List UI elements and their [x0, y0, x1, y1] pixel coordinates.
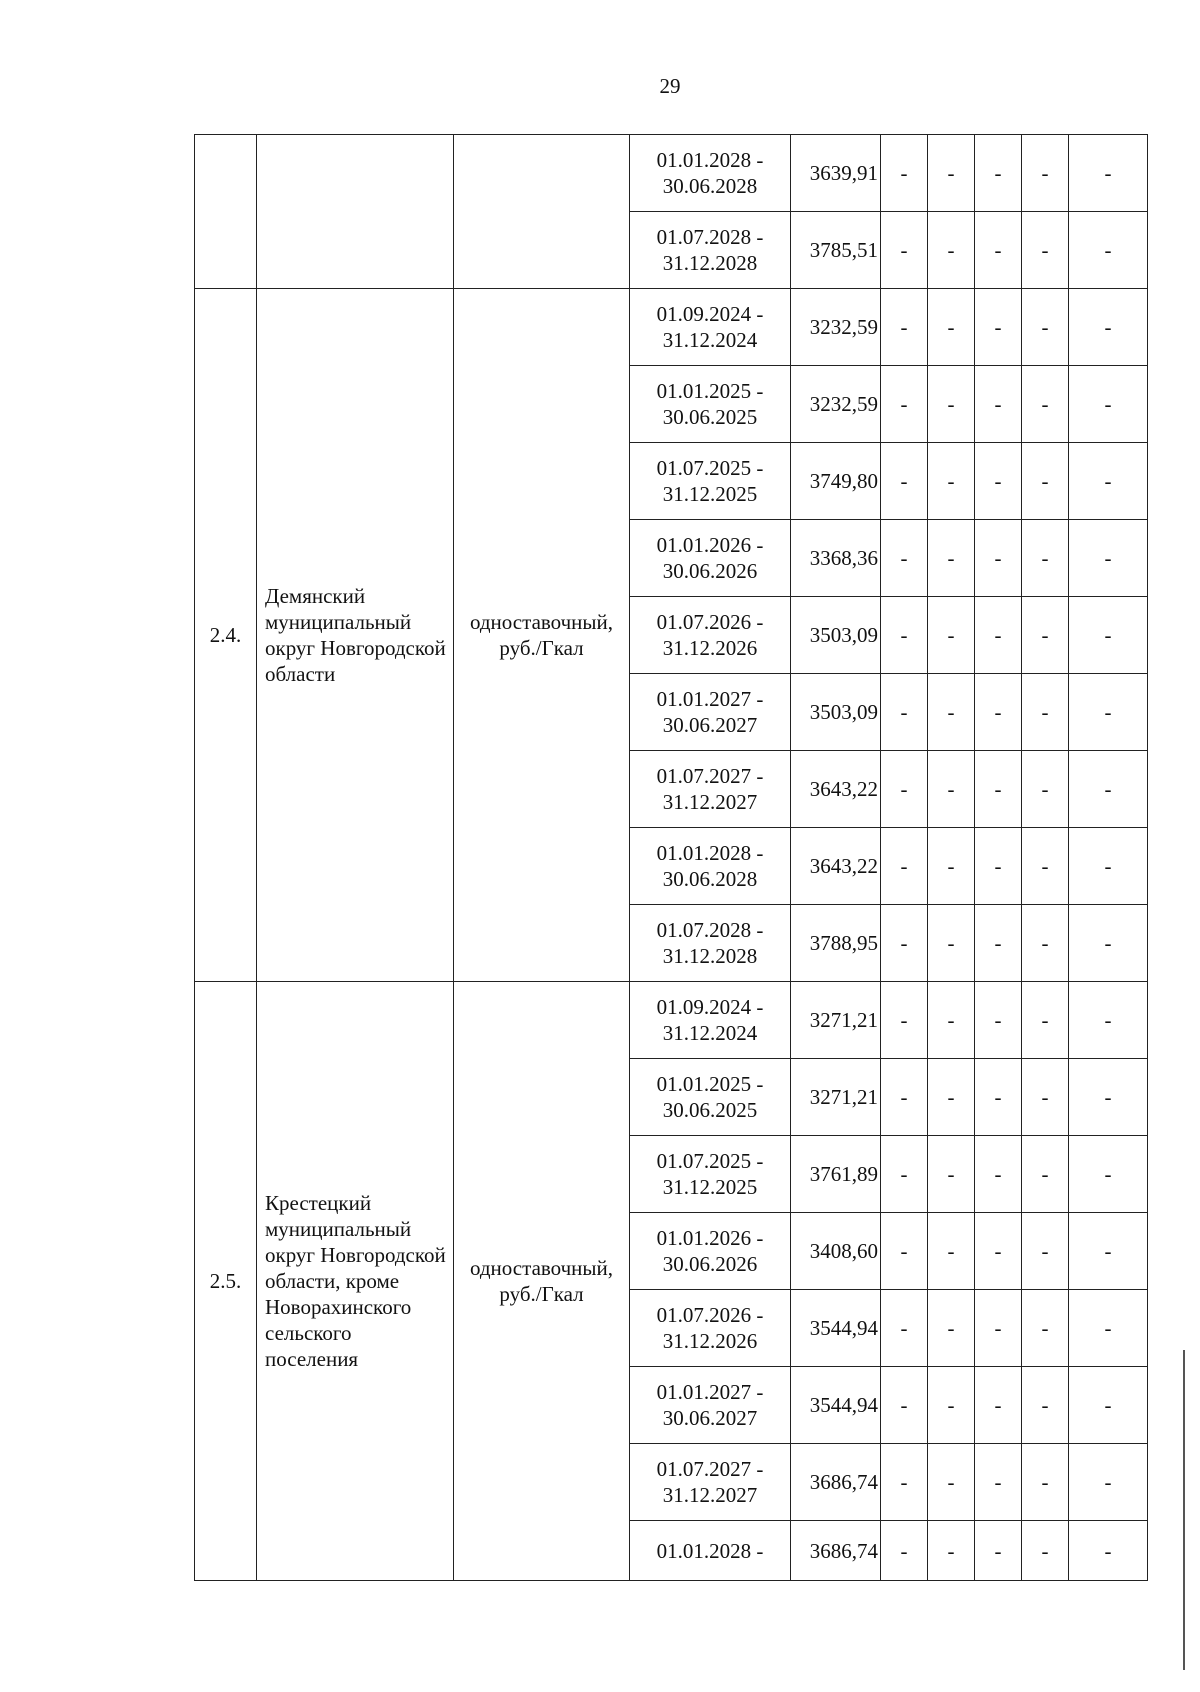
empty-value-dash: - [881, 135, 928, 212]
period-start: 01.07.2025 - [656, 456, 764, 480]
empty-value-dash: - [928, 1521, 975, 1581]
period-cell [630, 520, 791, 597]
empty-value-dash: - [1069, 212, 1148, 289]
empty-value-dash: - [881, 1521, 928, 1581]
empty-value-dash: - [1022, 905, 1069, 982]
empty-value-dash: - [1069, 1059, 1148, 1136]
empty-value-dash: - [975, 212, 1022, 289]
tariff-table [194, 134, 1148, 1581]
period-end: 30.06.2025 [662, 1098, 758, 1122]
empty-value-dash: - [928, 751, 975, 828]
period-cell [630, 982, 791, 1059]
empty-value-dash: - [975, 905, 1022, 982]
period-end: 30.06.2027 [662, 1406, 758, 1430]
period-start: 01.01.2028 - [656, 1538, 764, 1563]
tariff-table-body [195, 135, 1148, 1581]
tariff-value: 3643,22 [791, 751, 881, 828]
period-end: 31.12.2025 [662, 1175, 758, 1199]
empty-value-dash: - [881, 366, 928, 443]
empty-value-dash: - [1069, 1290, 1148, 1367]
empty-value-dash: - [975, 751, 1022, 828]
empty-value-dash: - [1022, 1290, 1069, 1367]
period-cell [630, 1136, 791, 1213]
empty-value-dash: - [1069, 597, 1148, 674]
empty-value-dash: - [1022, 828, 1069, 905]
period-cell [630, 751, 791, 828]
empty-value-dash: - [975, 135, 1022, 212]
empty-value-dash: - [1022, 751, 1069, 828]
period-end: 31.12.2027 [662, 1483, 758, 1507]
territory-name [257, 135, 454, 289]
period-end: 31.12.2025 [662, 482, 758, 506]
empty-value-dash: - [928, 212, 975, 289]
period-cell [630, 443, 791, 520]
period-cell [630, 597, 791, 674]
empty-value-dash: - [881, 1444, 928, 1521]
empty-value-dash: - [975, 1521, 1022, 1581]
period-start: 01.07.2025 - [656, 1149, 764, 1173]
empty-value-dash: - [1069, 1444, 1148, 1521]
table-row [195, 982, 1148, 1059]
period-cell [630, 674, 791, 751]
empty-value-dash: - [1069, 520, 1148, 597]
period-start: 01.09.2024 - [656, 302, 764, 326]
empty-value-dash: - [928, 1367, 975, 1444]
empty-value-dash: - [928, 905, 975, 982]
period-start: 01.07.2028 - [656, 918, 764, 942]
empty-value-dash: - [975, 1444, 1022, 1521]
tariff-value: 3761,89 [791, 1136, 881, 1213]
territory-name: Крестецкий муниципальный округ Новгородской области, кроме Новорахинского сельского поселения [257, 982, 454, 1581]
territory-name: Демянский муниципальный округ Новгородской области [257, 289, 454, 982]
empty-value-dash: - [928, 289, 975, 366]
empty-value-dash: - [1069, 905, 1148, 982]
empty-value-dash: - [1022, 366, 1069, 443]
empty-value-dash: - [881, 1290, 928, 1367]
period-start: 01.07.2026 - [656, 610, 764, 634]
empty-value-dash: - [881, 1213, 928, 1290]
period-end: 31.12.2026 [662, 1329, 758, 1353]
empty-value-dash: - [975, 289, 1022, 366]
scan-edge-mark [1183, 1350, 1185, 1670]
empty-value-dash: - [1069, 828, 1148, 905]
table-row [195, 289, 1148, 366]
period-cell [630, 135, 791, 212]
empty-value-dash: - [1022, 1136, 1069, 1213]
period-end: 31.12.2024 [662, 328, 758, 352]
empty-value-dash: - [928, 135, 975, 212]
period-end: 30.06.2025 [662, 405, 758, 429]
empty-value-dash: - [928, 828, 975, 905]
empty-value-dash: - [881, 289, 928, 366]
empty-value-dash: - [1022, 982, 1069, 1059]
period-start: 01.07.2026 - [656, 1303, 764, 1327]
empty-value-dash: - [1069, 1213, 1148, 1290]
empty-value-dash: - [1022, 443, 1069, 520]
tariff-value: 3503,09 [791, 674, 881, 751]
empty-value-dash: - [928, 366, 975, 443]
period-start: 01.01.2026 - [656, 533, 764, 557]
empty-value-dash: - [881, 212, 928, 289]
empty-value-dash: - [1069, 443, 1148, 520]
rate-type: одноставочный, руб./Гкал [454, 982, 630, 1581]
empty-value-dash: - [1069, 1136, 1148, 1213]
empty-value-dash: - [928, 597, 975, 674]
period-start: 01.07.2027 - [656, 1457, 764, 1481]
tariff-value: 3686,74 [791, 1521, 881, 1581]
empty-value-dash: - [881, 828, 928, 905]
empty-value-dash: - [1022, 1367, 1069, 1444]
empty-value-dash: - [975, 366, 1022, 443]
empty-value-dash: - [881, 751, 928, 828]
empty-value-dash: - [1069, 366, 1148, 443]
tariff-value: 3544,94 [791, 1290, 881, 1367]
period-cell [630, 905, 791, 982]
empty-value-dash: - [1022, 135, 1069, 212]
empty-value-dash: - [975, 674, 1022, 751]
tariff-value: 3788,95 [791, 905, 881, 982]
period-start: 01.07.2027 - [656, 764, 764, 788]
empty-value-dash: - [1022, 1213, 1069, 1290]
empty-value-dash: - [975, 1059, 1022, 1136]
item-number [195, 135, 257, 289]
period-start: 01.09.2024 - [656, 995, 764, 1019]
empty-value-dash: - [928, 674, 975, 751]
period-end: 30.06.2026 [662, 559, 758, 583]
period-end: 30.06.2028 [662, 174, 758, 198]
period-start: 01.01.2026 - [656, 1226, 764, 1250]
empty-value-dash: - [1022, 520, 1069, 597]
period-end: 31.12.2024 [662, 1021, 758, 1045]
period-cell [630, 289, 791, 366]
empty-value-dash: - [975, 1213, 1022, 1290]
empty-value-dash: - [881, 982, 928, 1059]
empty-value-dash: - [975, 982, 1022, 1059]
page-number-text: 29 [659, 74, 681, 98]
tariff-value: 3232,59 [791, 366, 881, 443]
empty-value-dash: - [1022, 597, 1069, 674]
empty-value-dash: - [1022, 674, 1069, 751]
tariff-value: 3639,91 [791, 135, 881, 212]
empty-value-dash: - [1022, 1521, 1069, 1581]
period-end: 31.12.2028 [662, 944, 758, 968]
period-start: 01.01.2028 - [656, 841, 764, 865]
empty-value-dash: - [928, 982, 975, 1059]
item-number: 2.5. [195, 982, 257, 1581]
page-number [0, 74, 1200, 99]
period-cell [630, 366, 791, 443]
tariff-value: 3785,51 [791, 212, 881, 289]
tariff-value: 3271,21 [791, 1059, 881, 1136]
empty-value-dash: - [975, 443, 1022, 520]
tariff-value: 3749,80 [791, 443, 881, 520]
empty-value-dash: - [1069, 135, 1148, 212]
period-start: 01.01.2028 - [656, 148, 764, 172]
tariff-value: 3232,59 [791, 289, 881, 366]
empty-value-dash: - [881, 1367, 928, 1444]
empty-value-dash: - [975, 1290, 1022, 1367]
period-start: 01.01.2027 - [656, 687, 764, 711]
period-end: 30.06.2026 [662, 1252, 758, 1276]
tariff-value: 3544,94 [791, 1367, 881, 1444]
empty-value-dash: - [1022, 212, 1069, 289]
empty-value-dash: - [928, 443, 975, 520]
empty-value-dash: - [1022, 1444, 1069, 1521]
table-row [195, 135, 1148, 212]
empty-value-dash: - [928, 1059, 975, 1136]
empty-value-dash: - [881, 520, 928, 597]
rate-type: одноставочный, руб./Гкал [454, 289, 630, 982]
period-cell [630, 1059, 791, 1136]
empty-value-dash: - [975, 1136, 1022, 1213]
empty-value-dash: - [881, 905, 928, 982]
empty-value-dash: - [881, 1059, 928, 1136]
period-cell [630, 828, 791, 905]
period-end: 30.06.2028 [662, 867, 758, 891]
empty-value-dash: - [881, 674, 928, 751]
empty-value-dash: - [1069, 289, 1148, 366]
period-end: 31.12.2026 [662, 636, 758, 660]
period-cell [630, 1444, 791, 1521]
empty-value-dash: - [975, 597, 1022, 674]
period-end: 31.12.2028 [662, 251, 758, 275]
empty-value-dash: - [1022, 1059, 1069, 1136]
empty-value-dash: - [928, 1444, 975, 1521]
empty-value-dash: - [1069, 674, 1148, 751]
period-start: 01.01.2027 - [656, 1380, 764, 1404]
item-number: 2.4. [195, 289, 257, 982]
empty-value-dash: - [881, 597, 928, 674]
period-cell [630, 212, 791, 289]
period-start: 01.01.2025 - [656, 1072, 764, 1096]
period-end: 31.12.2027 [662, 790, 758, 814]
empty-value-dash: - [1069, 982, 1148, 1059]
period-start: 01.07.2028 - [656, 225, 764, 249]
empty-value-dash: - [1069, 1521, 1148, 1581]
period-start: 01.01.2025 - [656, 379, 764, 403]
empty-value-dash: - [975, 520, 1022, 597]
rate-type [454, 135, 630, 289]
empty-value-dash: - [881, 443, 928, 520]
tariff-value: 3271,21 [791, 982, 881, 1059]
tariff-value: 3686,74 [791, 1444, 881, 1521]
empty-value-dash: - [928, 1213, 975, 1290]
period-cell [630, 1290, 791, 1367]
period-cell [630, 1521, 791, 1581]
empty-value-dash: - [928, 1290, 975, 1367]
empty-value-dash: - [881, 1136, 928, 1213]
tariff-value: 3408,60 [791, 1213, 881, 1290]
empty-value-dash: - [928, 1136, 975, 1213]
empty-value-dash: - [975, 828, 1022, 905]
empty-value-dash: - [1069, 751, 1148, 828]
empty-value-dash: - [1069, 1367, 1148, 1444]
empty-value-dash: - [975, 1367, 1022, 1444]
period-cell [630, 1367, 791, 1444]
period-cell [630, 1213, 791, 1290]
tariff-value: 3643,22 [791, 828, 881, 905]
empty-value-dash: - [1022, 289, 1069, 366]
period-end: 30.06.2027 [662, 713, 758, 737]
empty-value-dash: - [928, 520, 975, 597]
tariff-value: 3368,36 [791, 520, 881, 597]
tariff-value: 3503,09 [791, 597, 881, 674]
